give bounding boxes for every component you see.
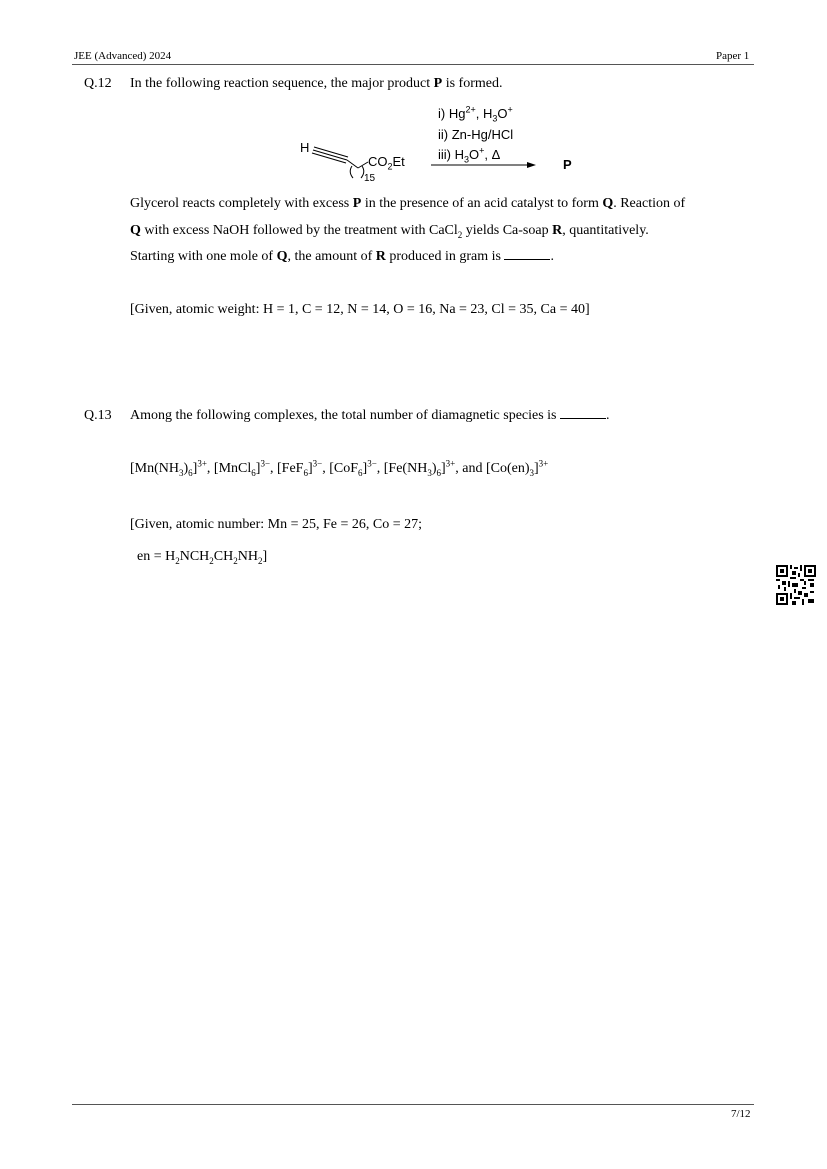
q13-given-1: [Given, atomic number: Mn = 25, Fe = 26, Co = 27;: [130, 517, 422, 532]
q12-line-2: Q with excess NaOH followed by the treatment with CaCl$_2$ yields Ca-soap R, quantitatively.: [130, 223, 649, 240]
chain-bond-1: [347, 160, 358, 168]
q12-line-1: Glycerol reacts completely with excess P in the presence of an acid catalyst to form Q. Reaction of: [130, 196, 686, 211]
reagent-step-3: iii) $H_3O^+$, Δ: [438, 145, 501, 165]
qr-code-icon: [776, 565, 816, 605]
header-paper: Paper 1: [716, 50, 750, 62]
reaction-arrowhead: [527, 162, 536, 168]
reagent-step-1: i) $Hg^{2+}$, $H_3O^+$: [438, 104, 513, 124]
footer-rule: [72, 1104, 754, 1105]
q12-intro: In the following reaction sequence, the major product P is formed.: [130, 76, 503, 91]
footer-page-number: 7/12: [731, 1108, 751, 1120]
answer-blank: [560, 408, 606, 419]
ester-label: $CO_2Et$: [368, 154, 405, 172]
repeat-count: 15: [364, 173, 376, 184]
header-rule: [72, 64, 754, 65]
q12-given: [Given, atomic weight: H = 1, C = 12, N = 14, O = 16, Na = 23, Cl = 35, Ca = 40]: [130, 302, 590, 317]
q13-given-2: en = $H_2NCH_2CH_2NH_2$]: [137, 549, 268, 566]
q13-complex-list: $[Mn(NH_3)_6]^{3+}$, [MnCl$_6$]$^{3-}$, $[FeF_6]^{3-}$, $[CoF_6]^{3-}$, $[Fe(NH_3)_6]^{3+}$, and $[Co(en)_3]^{3+}$: [130, 458, 549, 478]
reagent-step-2: ii) Zn-Hg/HCl: [438, 127, 514, 142]
q13-number: Q.13: [84, 408, 112, 423]
h-atom-label: H: [300, 140, 310, 155]
reaction-scheme: [290, 100, 590, 192]
product-label: P: [563, 157, 572, 172]
answer-blank: [504, 249, 550, 260]
repeat-bracket-left: [350, 166, 353, 178]
q12-number: Q.12: [84, 76, 112, 91]
q12-line-3: Starting with one mole of Q, the amount of R produced in gram is .: [130, 249, 554, 264]
header-exam-title: JEE (Advanced) 2024: [74, 50, 172, 62]
q13-intro: Among the following complexes, the total number of diamagnetic species is .: [130, 408, 610, 423]
